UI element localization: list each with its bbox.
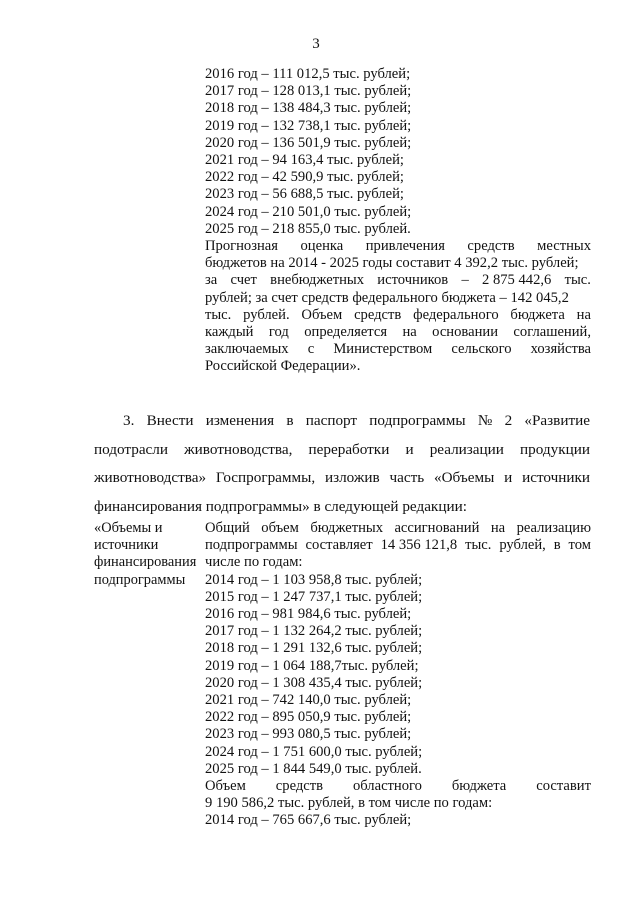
forecast-line bbox=[205, 341, 591, 358]
total-allocation-text bbox=[205, 520, 591, 554]
page-number: 3 bbox=[312, 36, 320, 52]
word: ассигнований bbox=[394, 520, 480, 536]
paragraph-line-2 bbox=[94, 436, 590, 465]
year-line: 2018 год – 1 291 132,6 тыс. рублей; bbox=[205, 640, 423, 657]
word: реализацию bbox=[516, 520, 591, 536]
word: год bbox=[268, 324, 289, 341]
forecast-line: рублей; за счет средств федерального бюджета – 142 045,2 bbox=[205, 289, 569, 306]
word: оценка bbox=[300, 238, 344, 255]
word: определяется bbox=[304, 324, 388, 341]
word: сельского bbox=[451, 341, 512, 358]
word: продукции bbox=[520, 440, 590, 458]
word: счет bbox=[230, 272, 257, 289]
forecast-line: бюджетов на 2014 - 2025 годы составит 4 392,2 тыс. рублей; bbox=[205, 255, 579, 272]
intro-line bbox=[205, 520, 591, 537]
word: заключаемых bbox=[205, 341, 289, 358]
word: 2 875 442,6 bbox=[482, 272, 552, 289]
year-line: 2017 год – 1 132 264,2 тыс. рублей; bbox=[205, 623, 423, 640]
year-line: 2014 год – 1 103 958,8 тыс. рублей; bbox=[205, 571, 423, 588]
regional-budget-line-2: 9 190 586,2 тыс. рублей, в том числе по годам: bbox=[205, 795, 493, 812]
word: средств bbox=[275, 778, 324, 795]
year-line: 2022 год – 895 050,9 тыс. рублей; bbox=[205, 709, 412, 726]
year-line: 2017 год – 128 013,1 тыс. рублей; bbox=[205, 83, 412, 100]
year-line: 2016 год – 981 984,6 тыс. рублей; bbox=[205, 606, 412, 623]
word: том bbox=[568, 537, 591, 554]
passport-year-list bbox=[205, 572, 591, 778]
word: реализации bbox=[429, 440, 504, 458]
year-line: 2021 год – 94 163,4 тыс. рублей; bbox=[205, 152, 404, 169]
word: подпрограммы bbox=[205, 537, 298, 554]
word: в bbox=[286, 412, 294, 429]
word: Объем bbox=[205, 778, 246, 795]
word: в bbox=[553, 537, 561, 554]
word: паспорт bbox=[305, 412, 358, 429]
year-line: 2019 год – 1 064 188,7тыс. рублей; bbox=[205, 657, 419, 674]
word: на bbox=[576, 306, 591, 323]
word: и bbox=[405, 440, 414, 458]
word: тыс. bbox=[205, 306, 232, 323]
word: средств bbox=[354, 306, 402, 323]
word: Министерством bbox=[333, 341, 433, 358]
forecast-line bbox=[205, 307, 591, 324]
passport-label-column bbox=[94, 520, 204, 589]
word: подпрограммы bbox=[369, 412, 466, 429]
word: № bbox=[477, 412, 493, 429]
word: составит bbox=[536, 778, 591, 795]
year-line: 2024 год – 210 501,0 тыс. рублей; bbox=[205, 203, 412, 220]
word: 3. bbox=[123, 412, 135, 429]
regional-budget-line-1 bbox=[205, 778, 591, 795]
word: 2 bbox=[504, 412, 513, 429]
word: местных bbox=[537, 238, 591, 255]
year-line: 2021 год – 742 140,0 тыс. рублей; bbox=[205, 692, 412, 709]
word: тыс. bbox=[564, 272, 591, 289]
word: внебюджетных bbox=[270, 272, 365, 289]
word: животноводства» bbox=[94, 469, 207, 487]
year-line: 2023 год – 56 688,5 тыс. рублей; bbox=[205, 186, 404, 203]
word: составляет bbox=[305, 537, 373, 554]
item-3-paragraph bbox=[94, 407, 590, 522]
word: хозяйства bbox=[530, 341, 591, 358]
word: – bbox=[461, 272, 469, 289]
label-line: подпрограммы bbox=[94, 571, 186, 588]
forecast-paragraph bbox=[205, 238, 591, 358]
year-line: 2014 год – 765 667,6 тыс. рублей; bbox=[205, 812, 412, 829]
passport-value-column bbox=[205, 520, 591, 830]
word: на bbox=[402, 324, 417, 341]
forecast-last-line: Российской Федерации». bbox=[205, 358, 361, 375]
word: каждый bbox=[205, 324, 254, 341]
forecast-line bbox=[205, 324, 591, 341]
word: «Объемы bbox=[434, 469, 495, 487]
label-line: источники bbox=[94, 537, 159, 554]
year-line: 2024 год – 1 751 600,0 тыс. рублей; bbox=[205, 743, 423, 760]
word: изменения bbox=[205, 412, 275, 429]
word: соглашений, bbox=[513, 324, 591, 341]
label-line: финансирования bbox=[94, 554, 197, 571]
year-line: 2023 год – 993 080,5 тыс. рублей; bbox=[205, 726, 412, 743]
word: 14 356 121,8 bbox=[380, 537, 458, 554]
word: привлечения bbox=[365, 238, 445, 255]
word: бюджетных bbox=[310, 520, 383, 536]
year-line: 2025 год – 218 855,0 тыс. рублей. bbox=[205, 220, 411, 237]
word: основании bbox=[432, 324, 499, 341]
word: часть bbox=[389, 469, 425, 487]
intro-last-line: числе по годам: bbox=[205, 554, 303, 571]
forecast-line bbox=[205, 272, 591, 289]
label-line: «Объемы и bbox=[94, 520, 163, 536]
word: Внести bbox=[146, 412, 194, 429]
word: переработки bbox=[308, 440, 390, 458]
word: с bbox=[307, 341, 315, 358]
word: средств bbox=[467, 238, 515, 255]
word: Прогнозная bbox=[205, 238, 278, 255]
forecast-line bbox=[205, 238, 591, 255]
word: областного bbox=[352, 778, 422, 795]
year-line: 2016 год – 111 012,5 тыс. рублей; bbox=[205, 66, 411, 82]
funding-continuation-block bbox=[205, 66, 591, 376]
regional-year-list bbox=[205, 812, 591, 829]
word: за bbox=[205, 272, 218, 289]
word: на bbox=[490, 520, 506, 536]
word: бюджета bbox=[451, 778, 507, 795]
intro-line bbox=[205, 537, 591, 554]
word: источники bbox=[522, 469, 590, 487]
word: подотрасли bbox=[94, 440, 169, 458]
top-year-list bbox=[205, 66, 591, 238]
word: федерального bbox=[413, 306, 499, 323]
word: рублей, bbox=[499, 537, 546, 554]
word: «Развитие bbox=[524, 412, 590, 429]
word: источников bbox=[377, 272, 449, 289]
year-line: 2015 год – 1 247 737,1 тыс. рублей; bbox=[205, 588, 423, 605]
word: изложив bbox=[324, 469, 380, 487]
word: бюджета bbox=[510, 306, 565, 323]
year-line: 2020 год – 1 308 435,4 тыс. рублей; bbox=[205, 674, 423, 691]
year-line: 2022 год – 42 590,9 тыс. рублей; bbox=[205, 169, 404, 186]
word: рублей. bbox=[243, 306, 290, 323]
paragraph-line-1 bbox=[94, 407, 590, 436]
year-line: 2019 год – 132 738,1 тыс. рублей; bbox=[205, 117, 412, 134]
year-line: 2020 год – 136 501,9 тыс. рублей; bbox=[205, 134, 412, 151]
word: Госпрограммы, bbox=[215, 469, 316, 487]
year-line: 2025 год – 1 844 549,0 тыс. рублей. bbox=[205, 760, 422, 777]
paragraph-line-4: финансирования подпрограммы» в следующей редакции: bbox=[94, 498, 467, 516]
word: и bbox=[504, 469, 513, 487]
word: Объем bbox=[301, 306, 343, 323]
year-line: 2018 год – 138 484,3 тыс. рублей; bbox=[205, 100, 412, 117]
word: Общий bbox=[205, 520, 250, 536]
word: животноводства, bbox=[184, 440, 293, 458]
word: объем bbox=[261, 520, 299, 536]
paragraph-line-3 bbox=[94, 464, 590, 493]
word: тыс. bbox=[465, 537, 492, 554]
